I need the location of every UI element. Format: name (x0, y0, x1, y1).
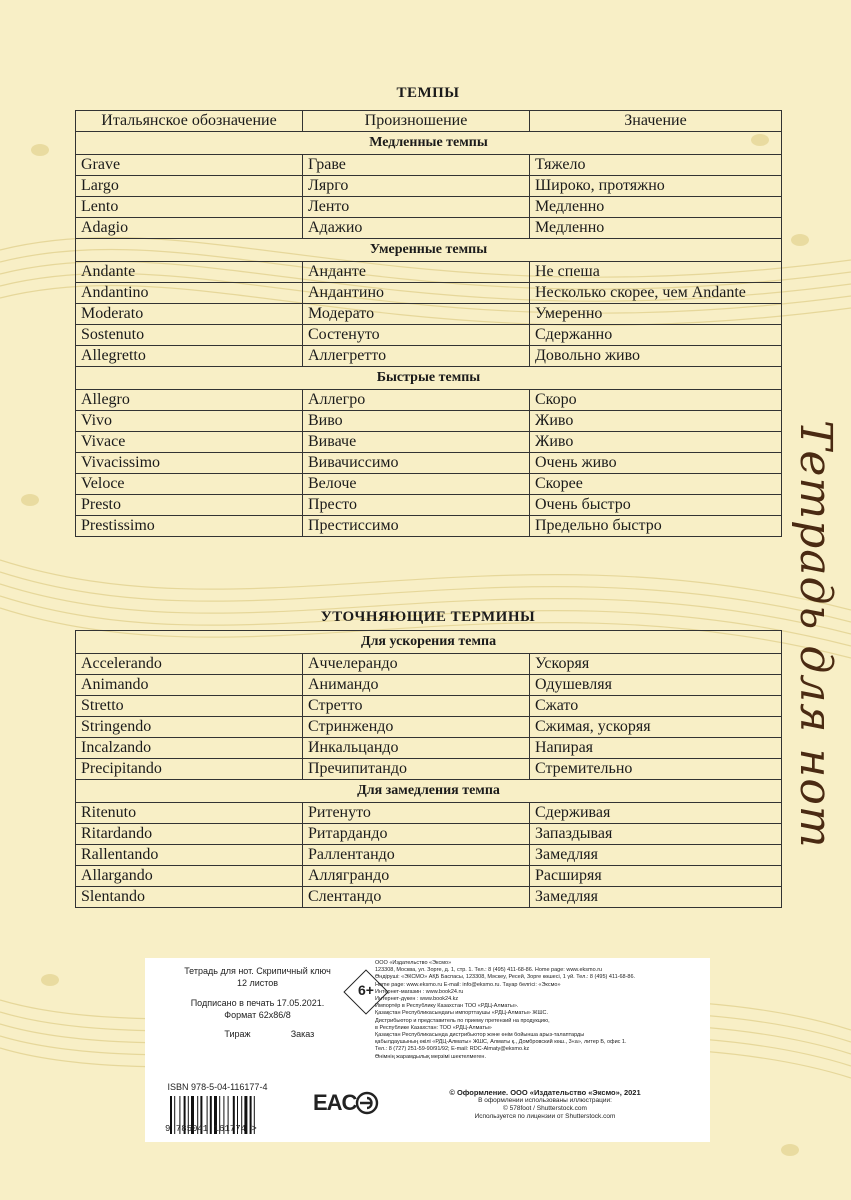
table-cell: Grave (76, 155, 303, 176)
table-cell: Замедляя (530, 887, 782, 908)
section-row (76, 631, 782, 654)
publisher-line: қабылдаушының өкілі «РДЦ-Алматы» ЖШС, Алматы қ., Домбровский көш., 3«а», литер Б, офис 1. (375, 1039, 627, 1046)
publisher-line: Тел.: 8 (727) 251-59-90/91/92; E-mail: RDC-Almaty@eksmo.kz (375, 1046, 530, 1053)
table-row (76, 453, 782, 474)
table-cell: Предельно быстро (530, 516, 782, 537)
table-row (76, 197, 782, 218)
imprint-block (145, 958, 710, 1142)
table-cell: Moderato (76, 304, 303, 325)
table-cell: Rallentando (76, 845, 303, 866)
section-row (76, 239, 782, 262)
table-cell: Ritenuto (76, 803, 303, 824)
table-cell: Одушевляя (530, 675, 782, 696)
copyright-line: © Оформление. ООО «Издательство «Эксмо», 2021 (449, 1088, 641, 1097)
table-cell: Sostenuto (76, 325, 303, 346)
table-cell: Состенуто (303, 325, 530, 346)
table-row (76, 262, 782, 283)
table-cell: Престиссимо (303, 516, 530, 537)
table-cell: Andantino (76, 283, 303, 304)
notebook-side-title: Тетрадь для нот (790, 420, 841, 849)
column-header: Итальянское обозначение (76, 111, 303, 132)
table-cell: Граве (303, 155, 530, 176)
table-cell: Andante (76, 262, 303, 283)
table-cell: Аллегро (303, 390, 530, 411)
table-cell: Allegro (76, 390, 303, 411)
table-cell: Живо (530, 432, 782, 453)
table-cell: Сжато (530, 696, 782, 717)
table-cell: Stringendo (76, 717, 303, 738)
publisher-line: Интернет-дүкен : www.book24.kz (375, 996, 459, 1003)
table-cell: Largo (76, 176, 303, 197)
table-cell: Очень живо (530, 453, 782, 474)
copyright-block (385, 1089, 705, 1121)
table-cell: Анданте (303, 262, 530, 283)
table-cell: Аллегретто (303, 346, 530, 367)
table-cell: Аччелерандо (303, 654, 530, 675)
section-row (76, 780, 782, 803)
section-row (76, 367, 782, 390)
table-cell: Ритенуто (303, 803, 530, 824)
table-cell: Скорее (530, 474, 782, 495)
header-row (76, 111, 782, 132)
publisher-line: Home page: www.eksmo.ru E-mail: info@eksmo.ru. Тауар белгісі: «Эксмо» (375, 981, 561, 988)
table-row (76, 346, 782, 367)
table-cell: Стремительно (530, 759, 782, 780)
table-cell: Престо (303, 495, 530, 516)
table-row (76, 218, 782, 239)
publisher-line: 123308, Москва, ул. Зорге, д. 1, стр. 1. Тел.: 8 (495) 411-68-86. Home page: www.eksmo.ru (375, 967, 603, 974)
table-row (76, 738, 782, 759)
table-cell: Замедляя (530, 845, 782, 866)
table-cell: Стретто (303, 696, 530, 717)
table-row (76, 654, 782, 675)
column-header: Произношение (303, 111, 530, 132)
table-cell: Широко, протяжно (530, 176, 782, 197)
publisher-line: Қазақстан Республикасындағы импорттаушы «РДЦ-Алматы» ЖШС. (375, 1010, 549, 1017)
tempos-heading: ТЕМПЫ (396, 85, 460, 101)
table-cell: Prestissimo (76, 516, 303, 537)
table-row (76, 887, 782, 908)
table-row (76, 516, 782, 537)
publisher-line: Өнімнің жарамдылық мерзімі шектелмеген. (375, 1053, 486, 1060)
table-cell: Allegretto (76, 346, 303, 367)
isbn-number: ISBN 978-5-04-116177-4 (167, 1082, 268, 1092)
signed-date: Подписано в печать 17.05.2021. (190, 998, 325, 1008)
table-cell: Очень быстро (530, 495, 782, 516)
table-cell: Не спеша (530, 262, 782, 283)
publisher-line: Импортёр в Республику Казахстан ТОО «РДЦ-Алматы». (375, 1003, 519, 1010)
table-row (76, 696, 782, 717)
table-cell: Скоро (530, 390, 782, 411)
table-cell: Стринжендо (303, 717, 530, 738)
table-cell: Умеренно (530, 304, 782, 325)
tirazh-label: Тираж (224, 1029, 251, 1039)
table-cell: Stretto (76, 696, 303, 717)
barcode-number: 9 785041 161774 > (165, 1124, 257, 1134)
table-row (76, 717, 782, 738)
product-name: Тетрадь для нот. Скрипичный ключ (184, 966, 331, 976)
publisher-line: в Республике Казахстан: ТОО «РДЦ-Алматы» (375, 1024, 492, 1031)
table-row (76, 432, 782, 453)
table-cell: Медленно (530, 197, 782, 218)
table-cell: Модерато (303, 304, 530, 325)
table-row (76, 283, 782, 304)
table-cell: Медленно (530, 218, 782, 239)
section-title: Для ускорения темпа (76, 631, 782, 654)
table-row (76, 390, 782, 411)
publisher-line: ООО «Издательство «Эксмо» (375, 960, 452, 966)
table-cell: Виво (303, 411, 530, 432)
table-cell: Виваче (303, 432, 530, 453)
publisher-line: Қазақстан Республикасында дистрибьютор және өнім бойынша арыз-талаптарды (375, 1032, 585, 1039)
table-cell: Lento (76, 197, 303, 218)
table-cell: Vivo (76, 411, 303, 432)
table-cell: Veloce (76, 474, 303, 495)
table-cell: Ритардандо (303, 824, 530, 845)
table-cell: Сжимая, ускоряя (530, 717, 782, 738)
table-cell: Адажио (303, 218, 530, 239)
table-cell: Живо (530, 411, 782, 432)
table-cell: Allargando (76, 866, 303, 887)
paper-format: Формат 62х86/8 (224, 1010, 291, 1020)
table-cell: Сдержанно (530, 325, 782, 346)
section-title: Быстрые темпы (76, 367, 782, 390)
zakaz-label: Заказ (290, 1029, 315, 1039)
table-cell: Аллягрaндо (303, 866, 530, 887)
table-cell: Велоче (303, 474, 530, 495)
table-row (76, 866, 782, 887)
sheet-count: 12 листов (236, 978, 279, 988)
column-header: Значение (530, 111, 782, 132)
table-cell: Анимандо (303, 675, 530, 696)
table-cell: Лярго (303, 176, 530, 197)
table-cell: Довольно живо (530, 346, 782, 367)
table-cell: Precipitando (76, 759, 303, 780)
eac-mark: EAC (313, 1090, 357, 1115)
illustrations-note: В оформлении использованы иллюстрации: (478, 1097, 612, 1104)
eco-logo-icon (355, 1091, 379, 1115)
table-row (76, 759, 782, 780)
section-title: Умеренные темпы (76, 239, 782, 262)
table-cell: Adagio (76, 218, 303, 239)
table-cell: Accelerando (76, 654, 303, 675)
section-row (76, 132, 782, 155)
license-note: Используется по лицензии от Shutterstock.com (474, 1113, 616, 1120)
table-row (76, 845, 782, 866)
table-cell: Vivacissimo (76, 453, 303, 474)
table-cell: Инкальцандо (303, 738, 530, 759)
table-row (76, 325, 782, 346)
table-row (76, 155, 782, 176)
table-cell: Андантино (303, 283, 530, 304)
table-cell: Ленто (303, 197, 530, 218)
table-cell: Presto (76, 495, 303, 516)
table-row (76, 675, 782, 696)
table-cell: Напирая (530, 738, 782, 759)
table-cell: Слентандо (303, 887, 530, 908)
terms-heading: УТОЧНЯЮЩИЕ ТЕРМИНЫ (320, 609, 536, 625)
publisher-line: Дистрибьютор и представитель по приему претензий на продукцию, (375, 1017, 550, 1024)
table-cell: Ritardando (76, 824, 303, 845)
table-cell: Запаздывая (530, 824, 782, 845)
terms-table (75, 630, 782, 908)
table-cell: Расширяя (530, 866, 782, 887)
section-title: Медленные темпы (76, 132, 782, 155)
section-title: Для замедления темпа (76, 780, 782, 803)
table-cell: Animando (76, 675, 303, 696)
table-row (76, 411, 782, 432)
publisher-info (375, 960, 705, 1061)
table-row (76, 803, 782, 824)
table-row (76, 474, 782, 495)
table-row (76, 495, 782, 516)
table-cell: Incalzando (76, 738, 303, 759)
table-cell: Пречипитандо (303, 759, 530, 780)
table-cell: Несколько скорее, чем Andante (530, 283, 782, 304)
table-cell: Сдерживая (530, 803, 782, 824)
table-row (76, 824, 782, 845)
table-cell: Тяжело (530, 155, 782, 176)
table-cell: Slentando (76, 887, 303, 908)
table-cell: Ускоряя (530, 654, 782, 675)
publisher-line: Интернет-магазин : www.book24.ru (375, 988, 464, 995)
table-cell: Раллентандо (303, 845, 530, 866)
table-cell: Вивачиссимо (303, 453, 530, 474)
table-row (76, 176, 782, 197)
table-cell: Vivace (76, 432, 303, 453)
publisher-line: Өндіруші: «ЭКСМО» АҚБ Баспасы, 123308, Мәскеу, Ресей, Зорге көшесі, 1 үй. Тел.: 8 (495) 411-68-86. (375, 974, 636, 981)
tempos-table (75, 110, 782, 537)
age-rating-text: 6+ (358, 982, 374, 998)
illustration-credit: © 578foot / Shutterstock.com (503, 1105, 587, 1112)
table-row (76, 304, 782, 325)
